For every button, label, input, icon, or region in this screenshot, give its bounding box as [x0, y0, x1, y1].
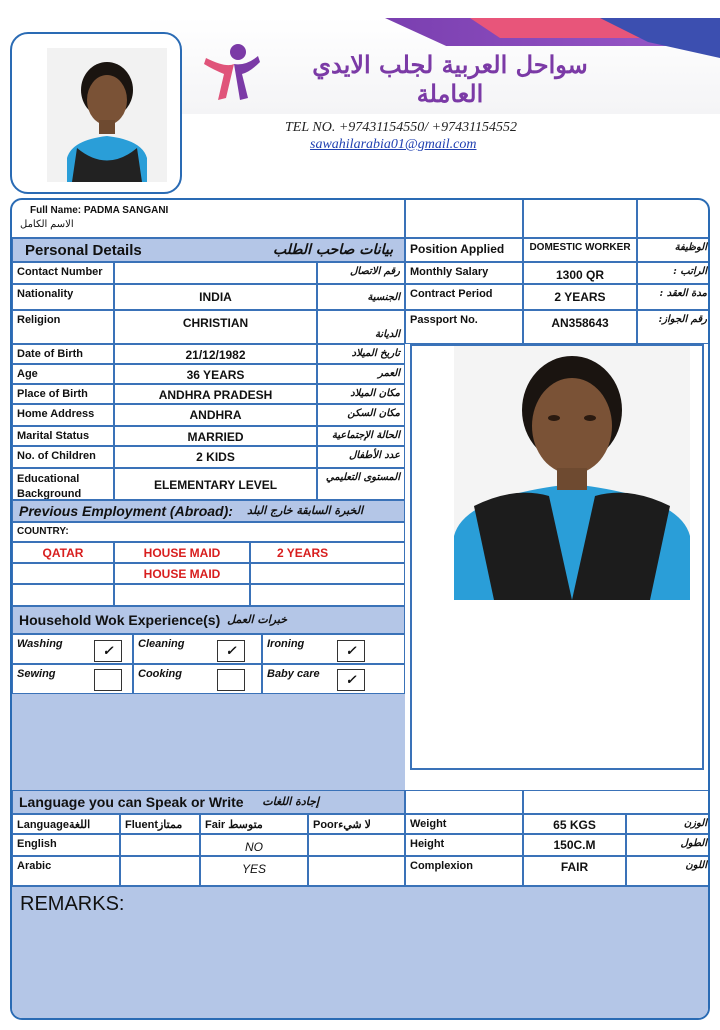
english-fluent: [120, 834, 200, 856]
remarks-title: REMARKS:: [20, 893, 125, 915]
marital-status-arabic: الحالة الإجتماعية: [317, 426, 405, 446]
employment-country: QATAR: [12, 542, 114, 563]
complexion-arabic: اللون: [626, 856, 710, 886]
children-arabic: عدد الأطفال: [317, 446, 405, 468]
english-fair: NO: [200, 834, 308, 856]
applicant-photo-small: [47, 48, 167, 182]
complexion-value: FAIR: [523, 856, 626, 886]
baby-care-checkbox[interactable]: ✓: [337, 669, 365, 691]
children-label: No. of Children: [12, 446, 114, 468]
arabic-fair: YES: [200, 856, 308, 886]
nationality-value: INDIA: [114, 284, 317, 310]
skill-cleaning-label: Cleaning: [138, 638, 185, 650]
country-header: COUNTRY:: [12, 522, 405, 542]
language-header-fair: Fair متوسط: [200, 814, 308, 834]
employment-title: Previous Employment (Abroad):: [19, 503, 233, 519]
passport-label-arabic: رقم الجواز:: [637, 310, 710, 344]
weight-label: Weight: [405, 814, 523, 834]
household-title-arabic: خبرات العمل: [227, 613, 287, 626]
age-label: Age: [12, 364, 114, 384]
employment-position-3: [114, 584, 250, 606]
skill-washing: [12, 634, 133, 664]
employment-band: [12, 500, 405, 522]
language-english: English: [12, 834, 120, 856]
language-arabic: Arabic: [12, 856, 120, 886]
language-band: [12, 790, 405, 814]
home-address-value: ANDHRA: [114, 404, 317, 426]
marital-status-label: Marital Status: [12, 426, 114, 446]
place-of-birth-value: ANDHRA PRADESH: [114, 384, 317, 404]
blank-cell: [405, 790, 523, 814]
education-arabic: المستوى التعليمي: [317, 468, 405, 500]
marital-status-value: MARRIED: [114, 426, 317, 446]
employment-country-2: [12, 563, 114, 584]
weight-value: 65 KGS: [523, 814, 626, 834]
education-label-line2: Background: [17, 488, 82, 500]
employment-country-3: [12, 584, 114, 606]
place-of-birth-arabic: مكان الميلاد: [317, 384, 405, 404]
skill-cooking-label: Cooking: [138, 668, 182, 680]
passport-label: Passport No.: [405, 310, 523, 344]
employment-duration-3: [250, 584, 405, 606]
arabic-fluent: [120, 856, 200, 886]
remarks-area[interactable]: [12, 886, 710, 1020]
salary-label-arabic: الراتب :: [637, 262, 710, 284]
sewing-checkbox[interactable]: [94, 669, 122, 691]
application-form: [10, 198, 710, 1020]
position-value: DOMESTIC WORKER: [523, 238, 637, 262]
nationality-arabic: الجنسية: [317, 284, 405, 310]
employment-duration-2: [250, 563, 405, 584]
applicant-photo-small-frame: [10, 32, 182, 194]
household-band: [12, 606, 405, 634]
height-arabic: الطول: [626, 834, 710, 856]
washing-checkbox[interactable]: ✓: [94, 640, 122, 662]
personal-details-title-arabic: بيانات صاحب الطلب: [272, 242, 393, 258]
skill-washing-label: Washing: [17, 638, 63, 650]
religion-arabic: الديانة: [317, 310, 405, 344]
place-of-birth-label: Place of Birth: [12, 384, 114, 404]
blank-cell: [523, 790, 710, 814]
position-label: Position Applied: [405, 238, 523, 262]
ironing-checkbox[interactable]: ✓: [337, 640, 365, 662]
full-name-cell: [12, 200, 405, 238]
skill-cooking: [133, 664, 262, 694]
height-value: 150C.M: [523, 834, 626, 856]
english-poor: [308, 834, 405, 856]
salary-label: Monthly Salary: [405, 262, 523, 284]
cleaning-checkbox[interactable]: ✓: [217, 640, 245, 662]
language-header-poor: Poorلا شيء: [308, 814, 405, 834]
religion-value: CHRISTIAN: [114, 310, 317, 344]
contract-value: 2 YEARS: [523, 284, 637, 310]
age-arabic: العمر: [317, 364, 405, 384]
email-link[interactable]: sawahilarabia01@gmail.com: [310, 137, 477, 152]
education-label: [12, 468, 114, 500]
contact-number-arabic: رقم الاتصال: [317, 262, 405, 284]
home-address-label: Home Address: [12, 404, 114, 426]
contract-label-arabic: مدة العقد :: [637, 284, 710, 310]
employment-title-arabic: الخبرة السابقة خارج البلد: [247, 504, 363, 517]
home-address-arabic: مكان السكن: [317, 404, 405, 426]
company-name-arabic: سواحل العربية لجلب الايدي العاملة: [312, 50, 588, 108]
applicant-photo-large-frame: [410, 344, 704, 770]
empty-area: [12, 694, 405, 790]
skill-ironing: [262, 634, 405, 664]
skill-sewing-label: Sewing: [17, 668, 56, 680]
language-title-arabic: إجادة اللغات: [262, 795, 319, 808]
position-label-arabic: الوظيفة: [637, 238, 710, 262]
employment-position: HOUSE MAID: [114, 542, 250, 563]
skill-baby-care-label: Baby care: [267, 668, 320, 680]
age-value: 36 YEARS: [114, 364, 317, 384]
arabic-poor: [308, 856, 405, 886]
personal-details-band: [12, 238, 405, 262]
passport-value: AN358643: [523, 310, 637, 344]
language-header-language: Languageاللغة: [12, 814, 120, 834]
blank-cell: [637, 200, 710, 238]
telephone-numbers: TEL NO. +97431154550/ +97431154552: [285, 120, 518, 135]
weight-arabic: الوزن: [626, 814, 710, 834]
language-header-fluent: Fluentممتاز: [120, 814, 200, 834]
cooking-checkbox[interactable]: [217, 669, 245, 691]
dob-label: Date of Birth: [12, 344, 114, 364]
blank-cell: [405, 200, 523, 238]
applicant-photo-large: [454, 346, 690, 600]
language-title: Language you can Speak or Write: [19, 794, 244, 810]
salary-value: 1300 QR: [523, 262, 637, 284]
personal-details-title: Personal Details: [25, 242, 142, 259]
skill-sewing: [12, 664, 133, 694]
blank-cell: [523, 200, 637, 238]
employment-position-2: HOUSE MAID: [114, 563, 250, 584]
education-label-line1: Educational: [17, 473, 80, 485]
skill-cleaning: [133, 634, 262, 664]
dob-value: 21/12/1982: [114, 344, 317, 364]
company-logo-icon: [196, 38, 266, 104]
children-value: 2 KIDS: [114, 446, 317, 468]
religion-label: Religion: [12, 310, 114, 344]
skill-baby-care: [262, 664, 405, 694]
contract-label: Contract Period: [405, 284, 523, 310]
height-label: Height: [405, 834, 523, 856]
nationality-label: Nationality: [12, 284, 114, 310]
contact-number-value: [114, 262, 317, 284]
full-name-label: Full Name: PADMA SANGANI: [30, 205, 169, 216]
full-name-arabic: الاسم الكامل: [20, 219, 74, 230]
employment-duration: 2 YEARS: [250, 542, 405, 563]
complexion-label: Complexion: [405, 856, 523, 886]
household-title: Household Wok Experience(s): [19, 612, 221, 628]
contact-number-label: Contact Number: [12, 262, 114, 284]
skill-ironing-label: Ironing: [267, 638, 305, 650]
dob-arabic: تاريخ الميلاد: [317, 344, 405, 364]
education-value: ELEMENTARY LEVEL: [114, 468, 317, 500]
